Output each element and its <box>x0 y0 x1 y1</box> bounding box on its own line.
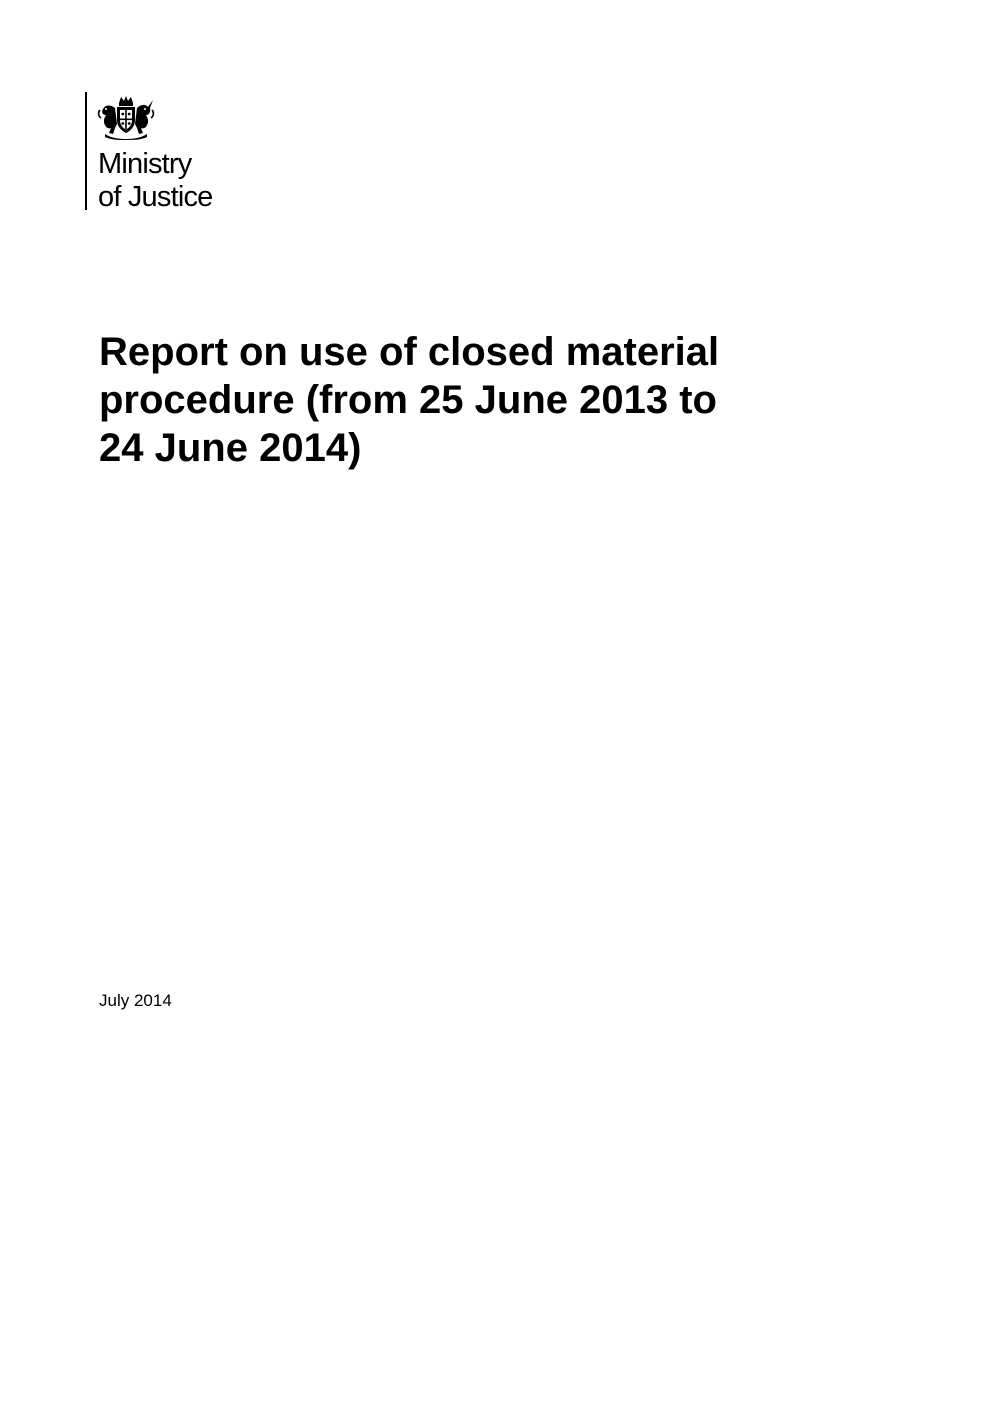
title-line-1: Report on use of closed material <box>99 330 720 374</box>
logo-line-ministry: Ministry <box>98 148 192 180</box>
title-line-3: 24 June 2014) <box>99 426 362 470</box>
logo-divider-rule <box>85 92 87 210</box>
publication-date: July 2014 <box>99 991 172 1010</box>
title-line-2: procedure (from 25 June 2013 to <box>99 378 717 422</box>
logo-wordmark <box>98 148 213 214</box>
ministry-of-justice-logo <box>85 92 245 213</box>
logo-line-of-justice: of Justice <box>98 181 213 213</box>
royal-coat-of-arms-icon <box>97 94 155 140</box>
document-title <box>99 328 859 472</box>
